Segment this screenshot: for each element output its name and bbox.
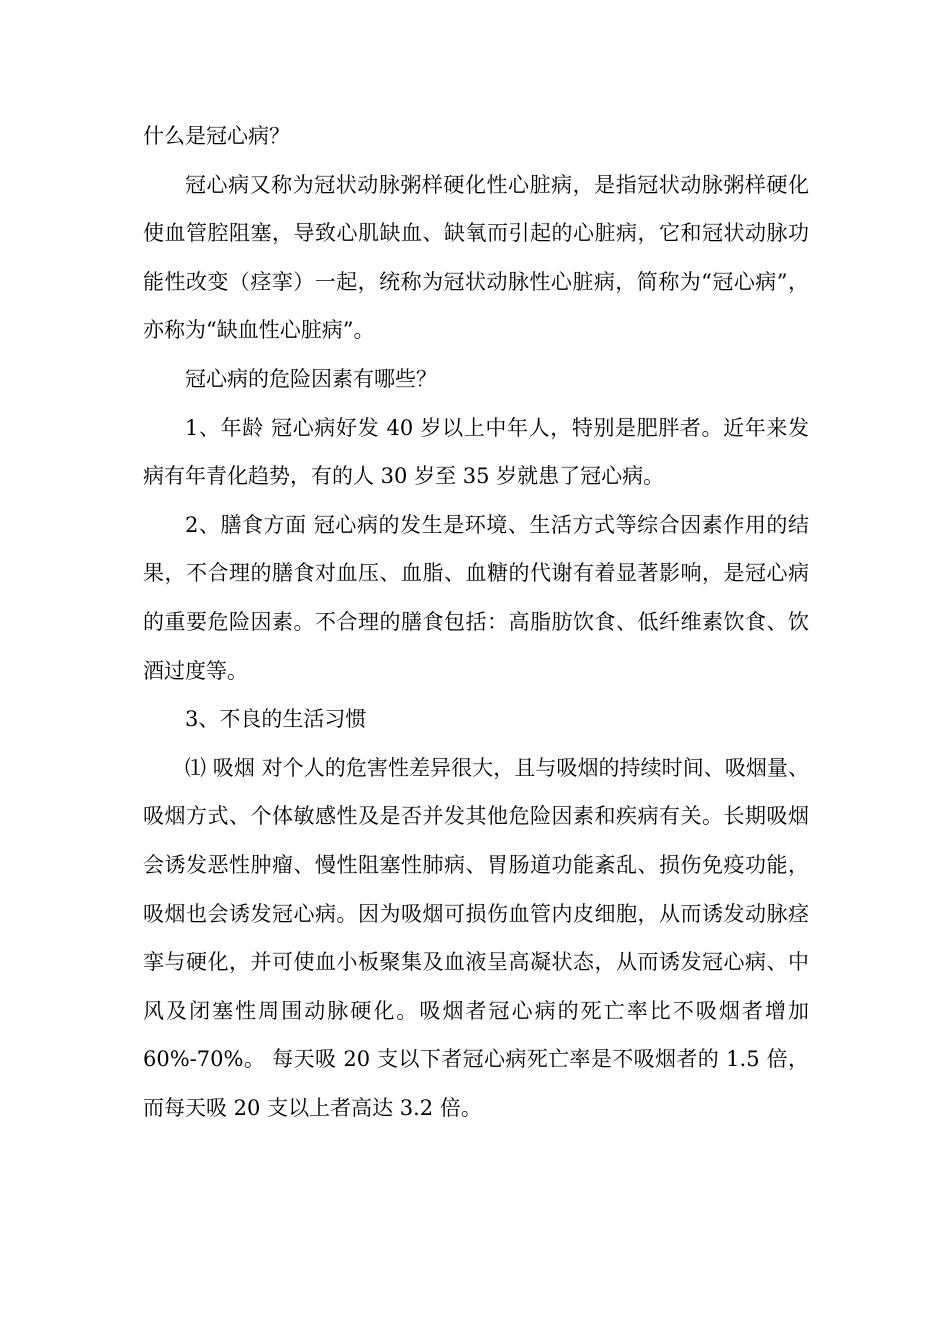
- heading-what-is-chd: 什么是冠心病？: [143, 124, 290, 148]
- heading-bad-habits: 3、不良的生活习惯: [185, 707, 367, 732]
- document-body: [143, 112, 809, 1132]
- paragraph-definition: 冠心病又称为冠状动脉粥样硬化性心脏病，是指冠状动脉粥样硬化使血管腔阻塞，导致心肌缺血、缺氧而引起的心脏病，它和冠状动脉功能性改变（痉挛）一起，统称为冠状动脉性心脏病，简称为“冠心病”，亦称为“缺血性心脏病”。: [143, 172, 809, 343]
- paragraph-diet: 2、膳食方面 冠心病的发生是环境、生活方式等综合因素作用的结果，不合理的膳食对血压、血脂、血糖的代谢有着显著影响，是冠心病的重要危险因素。不合理的膳食包括：高脂肪饮食、低纤维素饮食、饮酒过度等。: [143, 512, 809, 683]
- paragraph-age: 1、年龄 冠心病好发 40 岁以上中年人，特别是肥胖者。近年来发病有年青化趋势，有的人 30 岁至 35 岁就患了冠心病。: [143, 415, 809, 489]
- paragraph-smoking: ⑴ 吸烟 对个人的危害性差异很大，且与吸烟的持续时间、吸烟量、吸烟方式、个体敏感性及是否并发其他危险因素和疾病有关。长期吸烟会诱发恶性肿瘤、慢性阻塞性肺病、胃肠道功能紊乱、损伤免疫功能，吸烟也会诱发冠心病。因为吸烟可损伤血管内皮细胞，从而诱发动脉痉挛与硬化，并可使血小板聚集及血液呈高凝状态，从而诱发冠心病、中风及闭塞性周围动脉硬化。吸烟者冠心病的死亡率比不吸烟者增加 60%-70%。 每天吸 20 支以下者冠心病死亡率是不吸烟者的 1.5 倍，而每天吸 20 支以上者高达 3.2 倍。: [143, 755, 809, 1120]
- heading-risk-factors: 冠心病的危险因素有哪些？: [185, 366, 437, 391]
